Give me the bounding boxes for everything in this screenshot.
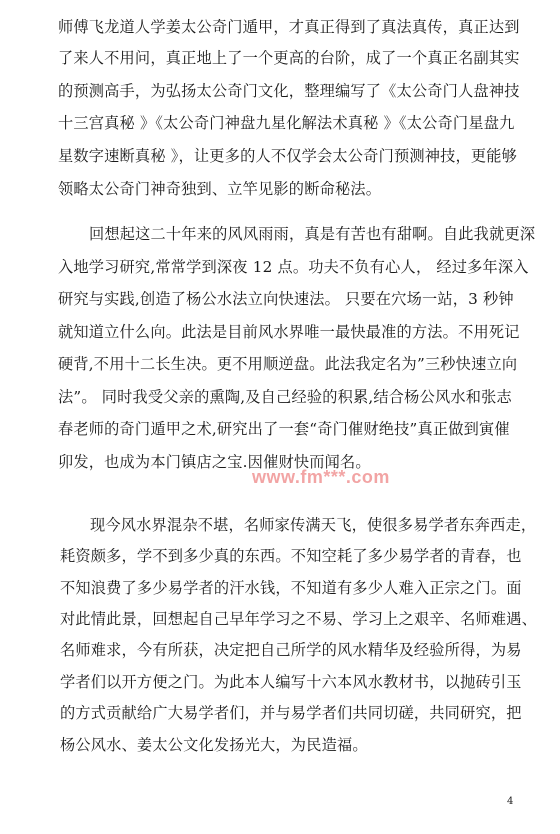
paragraph-line: 十三宫真秘 》《太公奇门神盘九星化解法术真秘 》《太公奇门星盘九 [58, 114, 515, 132]
paragraph-line: 研究与实践,创造了杨公水法立向快速法。 只要在穴场一站，3 秒钟 [58, 290, 514, 308]
paragraph-line: 卯发，也成为本门镇店之宝.因催财快而闻名。 [58, 453, 371, 471]
paragraph-line: 领略太公奇门神奇独到、立竿见影的断命秘法。 [58, 180, 382, 198]
paragraph-line: 硬背,不用十二长生决。更不用顺逆盘。此法我定名为”三秒快速立向 [58, 355, 518, 373]
paragraph-line: 现今风水界混杂不堪，名师家传满天飞，使很多易学者东奔西走， [90, 516, 537, 534]
paragraph-line: 不知浪费了多少易学者的汗水钱，不知道有多少人难入正宗之门。面 [60, 579, 522, 597]
paragraph-line: 学者们以开方便之门。为此本人编写十六本风水教材书，以抛砖引玉 [60, 673, 522, 691]
paragraph-line: 对此情此景，回想起自己早年学习之不易、学习上之艰辛、名师难遇、 [60, 610, 538, 628]
paragraph-line: 春老师的奇门遁甲之术,研究出了一套“奇门催财绝技”真正做到寅催 [58, 420, 510, 438]
paragraph-line: 师傅飞龙道人学姜太公奇门遁甲，才真正得到了真法真传，真正达到 [58, 18, 520, 36]
paragraph-line: 名师难求，今有所获，决定把自己所学的风水精华及经验所得，为易 [60, 641, 522, 659]
paragraph-line: 回想起这二十年来的风风雨雨，真是有苦也有甜啊。自此我就更深 [89, 225, 536, 243]
paragraph-line: 星数字速断真秘 》，让更多的人不仅学会太公奇门预测神技，更能够 [58, 147, 518, 165]
paragraph-line: 的方式贡献给广大易学者们，并与易学者们共同切磋，共同研究，把 [60, 704, 522, 722]
page-number: 4 [507, 796, 514, 807]
watermark-text: www.fm***.com [252, 467, 390, 487]
paragraph-line: 的预测高手，为弘扬太公奇门文化，整理编写了《太公奇门人盘神技 [58, 82, 520, 100]
paragraph-line: 入地学习研究,常常学到深夜 12 点。功夫不负有心人， 经过多年深入 [58, 258, 529, 276]
paragraph-line: 了来人不用问，真正地上了一个更高的台阶，成了一个真正名副其实 [58, 49, 520, 67]
paragraph-line: 就知道立什么向。此法是目前风水界唯一最快最准的方法。不用死记 [58, 323, 520, 341]
paragraph-line: 法”。 同时我受父亲的熏陶,及自己经验的积累,结合杨公风水和张志 [58, 388, 512, 406]
paragraph-line: 杨公风水、姜太公文化发扬光大，为民造福。 [60, 736, 368, 754]
paragraph-line: 耗资颇多，学不到多少真的东西。不知空耗了多少易学者的青春，也 [60, 547, 522, 565]
